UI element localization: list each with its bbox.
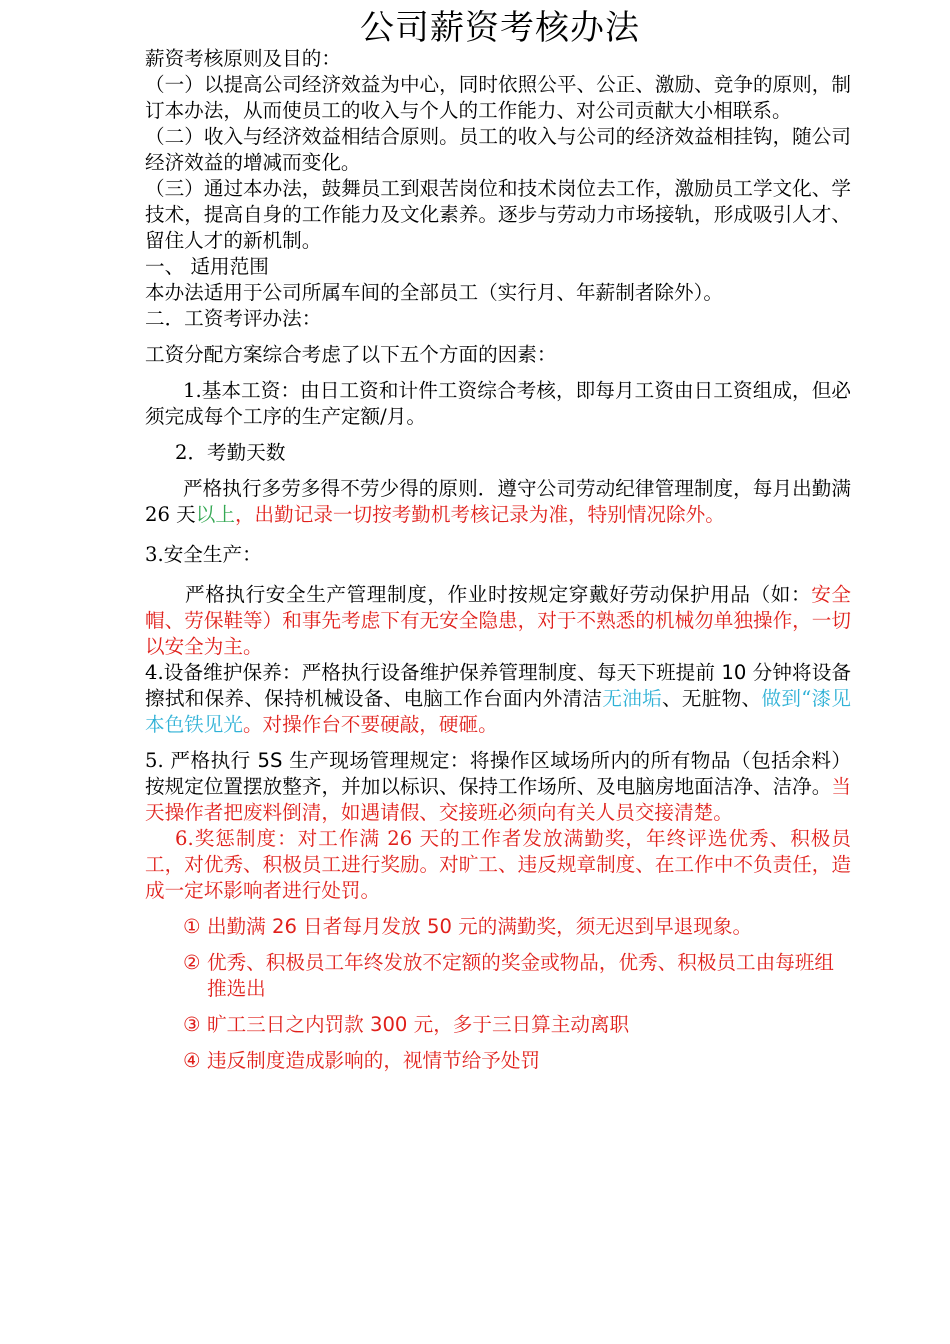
- item-4-text-a: 4.设备维护保养：严格执行设备维护保养管理制度、每天下班提前: [145, 661, 722, 684]
- item-4-text-red: 。对操作台不要硬敲，硬砸。: [242, 713, 498, 736]
- item-1-basic-salary: 1.基本工资：由日工资和计件工资综合考核，即每月工资由日工资组成，但必须完成每个工序的生产定额/月。: [145, 379, 851, 428]
- evaluation-heading: 二．工资考评办法：: [145, 307, 322, 330]
- rule-text: 元，多于三日算主动离职: [407, 1013, 630, 1036]
- rule-item: [145, 950, 851, 1002]
- principle-3: （三）通过本办法，鼓舞员工到艰苦岗位和技术岗位去工作，激励员工学文化、学技术，提高自身的工作能力及文化素养。逐步与劳动力市场接轨，形成吸引人才、留住人才的新机制。: [145, 177, 851, 252]
- scope-text: 本办法适用于公司所属车间的全部员工（实行月、年薪制者除外）。: [145, 281, 724, 304]
- rule-number: 26: [272, 915, 297, 938]
- rule-text: 旷工三日之内罚款: [207, 1013, 370, 1036]
- item-5-text-b: 生产现场管理规定：将操作区域场所内的所有物品（包括余料）按规定位置摆放整齐，并加以标识、保持工作场所、及电脑房地面洁净、洁净。: [145, 749, 851, 798]
- item-2-title: 2．考勤天数: [175, 441, 286, 464]
- item-4-text: [145, 660, 851, 738]
- rule-number: 300: [369, 1013, 408, 1036]
- document-body: [145, 46, 851, 1084]
- evaluation-intro: 工资分配方案综合考虑了以下五个方面的因素：: [145, 343, 557, 366]
- rule-text: 日者每月发放: [296, 915, 427, 938]
- item-3-text-red: 安全帽、劳保鞋等）和事先考虑下有无安全隐患，对于不熟悉的机械勿单独操作，一切以安全为主。: [145, 583, 852, 658]
- item-4-text-b: 分钟将设备擦拭和保养、保持机械设备、电脑工作台面内外清洁: [145, 661, 851, 710]
- rule-text: 优秀、积极员工年终发放不定额的奖金或物品，优秀、积极员工由每班组推选出: [207, 951, 834, 1000]
- rule-item: [145, 914, 851, 940]
- item-3-title: 3.安全生产：: [145, 543, 262, 566]
- principle-1: （一）以提高公司经济效益为中心，同时依照公平、公正、激励、竞争的原则，制订本办法，从而使员工的收入与个人的工作能力、对公司贡献大小相联系。: [145, 73, 851, 122]
- item-2-text-red: ，出勤记录一切按考勤机考核记录为准，特别情况除外。: [234, 503, 725, 526]
- rule-marker: ①: [183, 915, 201, 938]
- item-4-text-cyan-2: 做到“漆见本色铁见光: [145, 687, 852, 736]
- rule-text: 违反制度造成影响的，视情节给予处罚: [207, 1049, 541, 1072]
- item-2-text-green: 以上: [195, 503, 235, 526]
- item-2-text: [145, 476, 851, 528]
- rule-marker: ③: [183, 1013, 201, 1036]
- rules-list: [145, 914, 851, 1074]
- rule-text: 出勤满: [207, 915, 273, 938]
- rule-item: [145, 1012, 851, 1038]
- item-4-minutes: 10: [721, 661, 747, 684]
- item-5-text: [145, 748, 851, 826]
- item-3-text: [145, 582, 851, 660]
- item-2-text-a: 严格执行多劳多得不劳少得的原则．遵守公司劳动纪律管理制度，每月出勤满 26 天: [145, 477, 851, 526]
- principle-2: （二）收入与经济效益相结合原则。员工的收入与公司的经济效益相挂钩，随公司经济效益的增减而变化。: [145, 125, 851, 174]
- document-title: 公司薪资考核办法: [360, 8, 640, 48]
- item-5-text-red: 当天操作者把废料倒清，如遇请假、交接班必须向有关人员交接清楚。: [145, 775, 851, 824]
- item-4-text-d: 、无脏物、: [662, 687, 762, 710]
- item-3-text-a: 严格执行安全生产管理制度，作业时按规定穿戴好劳动保护用品（如：: [185, 583, 812, 606]
- rule-marker: ④: [183, 1049, 201, 1072]
- principles-heading: 薪资考核原则及目的：: [145, 47, 341, 70]
- rule-marker: ②: [183, 951, 201, 974]
- scope-heading: 一、 适用范围: [145, 255, 269, 278]
- rule-item: [145, 1048, 851, 1074]
- item-5-text-a: 5. 严格执行: [145, 749, 258, 772]
- rule-number: 50: [426, 915, 452, 938]
- item-5-5s: 5S: [257, 749, 283, 772]
- rule-text: 元的满勤奖，须无迟到早退现象。: [451, 915, 753, 938]
- item-4-text-cyan-1: 无油垢: [602, 687, 663, 710]
- item-6-reward-penalty: 6.奖惩制度：对工作满 26 天的工作者发放满勤奖，年终评选优秀、积极员工，对优秀、积极员工进行奖励。对旷工、违反规章制度、在工作中不负责任，造成一定坏影响者进行处罚。: [145, 827, 851, 902]
